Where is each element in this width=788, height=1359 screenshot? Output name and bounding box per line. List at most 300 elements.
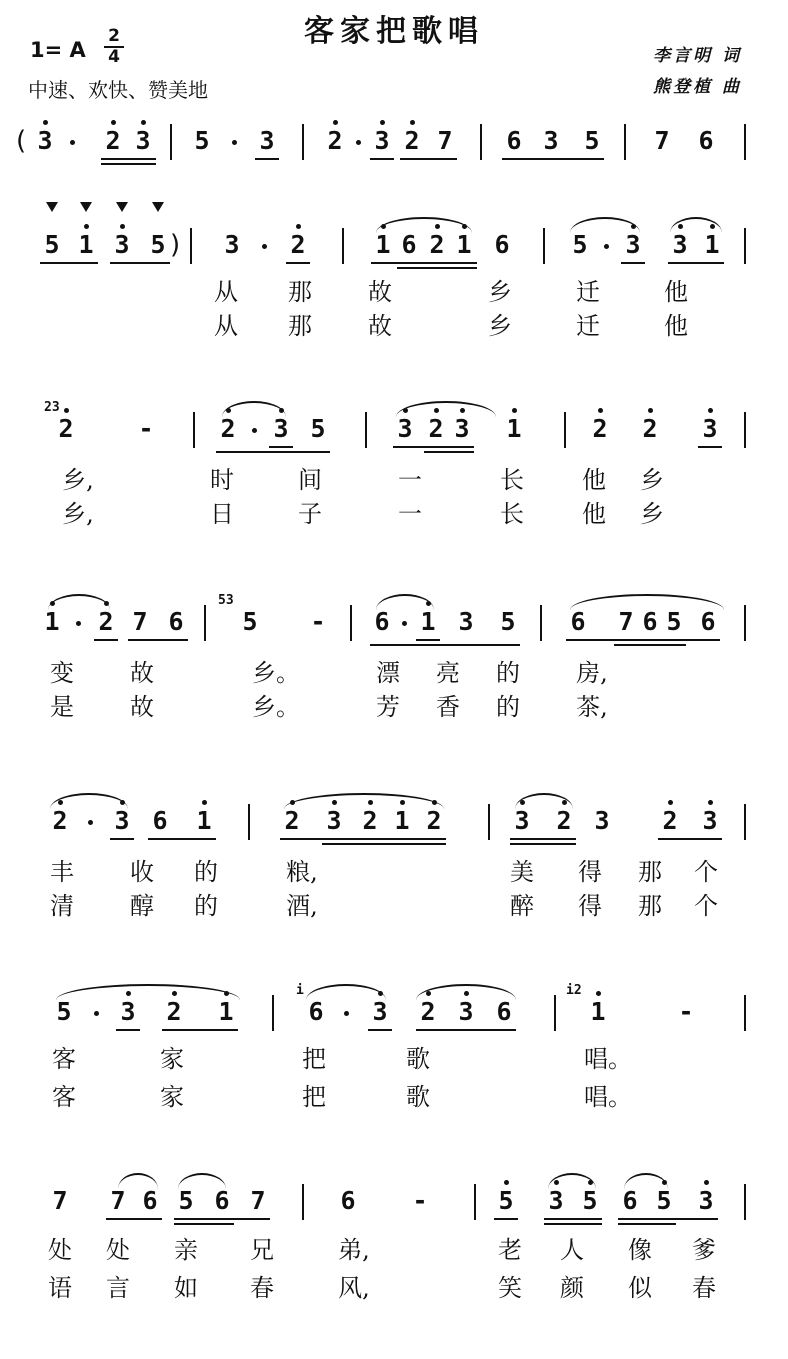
augmentation-dot (232, 140, 237, 145)
upper-dot (104, 601, 109, 606)
bar-line (488, 804, 490, 840)
lyric-verse-1: 乡, (62, 466, 94, 494)
upper-dot (460, 408, 465, 413)
note: 2 (98, 607, 114, 636)
note: 3 (374, 126, 390, 155)
upper-dot (224, 991, 229, 996)
underline (269, 446, 293, 448)
upper-dot (333, 120, 338, 125)
upper-dot (598, 408, 603, 413)
lyric-verse-1: 漂 (376, 659, 400, 687)
lyric-verse-1: 迁 (576, 278, 600, 306)
system-4 (0, 593, 788, 747)
accent-mark (80, 202, 92, 212)
bar-line (302, 124, 304, 160)
lyric-verse-2: 故 (368, 312, 392, 340)
lyric-verse-2: 乡, (62, 500, 94, 528)
note: 2 (404, 126, 420, 155)
upper-dot (512, 408, 517, 413)
upper-dot (704, 1180, 709, 1185)
bar-line (248, 804, 250, 840)
lyric-verse-1: 时 (210, 466, 234, 494)
lyric-verse-2: 春 (692, 1274, 716, 1302)
lyric-verse-2: 那 (288, 312, 312, 340)
note: 1 (420, 607, 436, 636)
lyric-verse-2: 家 (160, 1083, 184, 1111)
lyric-verse-2: 乡 (488, 312, 512, 340)
note: 2 (662, 806, 678, 835)
grace-note: i (296, 983, 304, 998)
slur (56, 984, 240, 1000)
lyric-verse-2: 他 (582, 500, 606, 528)
song-title: 客家把歌唱 (304, 14, 484, 49)
bar-line (744, 124, 746, 160)
upper-dot (58, 800, 63, 805)
upper-dot (126, 991, 131, 996)
bar-line (342, 228, 344, 264)
underline (544, 1223, 602, 1225)
note: 2 (220, 414, 236, 443)
note: 3 (135, 126, 151, 155)
note: 2 (166, 997, 182, 1026)
lyric-verse-1: 粮, (286, 858, 318, 886)
underline (510, 843, 576, 845)
lyric-verse-2: 他 (664, 312, 688, 340)
tempo-marking: 中速、欢快、赞美地 (28, 78, 208, 102)
augmentation-dot (356, 140, 361, 145)
note: 1 (375, 230, 391, 259)
lyric-verse-2: 香 (436, 693, 460, 721)
note: 3 (672, 230, 688, 259)
note: 2 (284, 806, 300, 835)
lyric-verse-1: 乡 (488, 278, 512, 306)
underline (116, 1029, 140, 1031)
accent-mark (46, 202, 58, 212)
grace-note: 53 (218, 593, 234, 608)
lyric-verse-2: 歌 (406, 1083, 430, 1111)
note: 3 (543, 126, 559, 155)
grace-note: 23 (44, 400, 60, 415)
note: 2 (592, 414, 608, 443)
lyric-verse-2: 长 (500, 500, 524, 528)
underline (668, 262, 724, 264)
note: 3 (372, 997, 388, 1026)
underline (94, 639, 118, 641)
note: 6 (401, 230, 417, 259)
lyric-verse-2: 春 (250, 1274, 274, 1302)
lyric-verse-1: 变 (50, 659, 74, 687)
upper-dot (381, 224, 386, 229)
note: 5 (310, 414, 326, 443)
note: 3 (458, 997, 474, 1026)
lyric-verse-2: 故 (130, 693, 154, 721)
bar-line (540, 605, 542, 641)
note: 6 (700, 607, 716, 636)
underline (494, 1218, 518, 1220)
augmentation-dot (604, 244, 609, 249)
note: 3 (120, 997, 136, 1026)
note: 1 (590, 997, 606, 1026)
time-signature (104, 28, 124, 66)
bar-line (744, 228, 746, 264)
underline (424, 451, 474, 453)
note: 1 (44, 607, 60, 636)
note: 5 (56, 997, 72, 1026)
note: 2 (362, 806, 378, 835)
underline (400, 158, 457, 160)
note: 5 (242, 607, 258, 636)
underline (106, 1218, 162, 1220)
lyric-verse-2: 乡。 (252, 693, 300, 721)
underline (110, 262, 170, 264)
note: 7 (250, 1186, 266, 1215)
grace-note: i2 (566, 983, 582, 998)
bar-line (190, 228, 192, 264)
bar-line (365, 412, 367, 448)
note: 2 (290, 230, 306, 259)
upper-dot (520, 800, 525, 805)
underline (370, 158, 394, 160)
lyric-verse-1: 得 (578, 858, 602, 886)
lyric-verse-1: 人 (560, 1236, 584, 1264)
bar-line (564, 412, 566, 448)
lyric-verse-2: 迁 (576, 312, 600, 340)
lyric-verse-1: 那 (638, 858, 662, 886)
lyric-verse-2: 个 (694, 892, 718, 920)
lyric-verse-2: 笑 (498, 1274, 522, 1302)
bar-line (480, 124, 482, 160)
lyric-verse-1: 收 (130, 858, 154, 886)
upper-dot (648, 408, 653, 413)
lyric-verse-1: 老 (498, 1236, 522, 1264)
lyric-verse-1: 唱。 (584, 1045, 632, 1073)
note: 7 (618, 607, 634, 636)
bar-line (543, 228, 545, 264)
note: 5 (194, 126, 210, 155)
bar-line (204, 605, 206, 641)
lyric-verse-1: 客 (52, 1045, 76, 1073)
underline (370, 644, 520, 646)
underline (544, 1218, 602, 1220)
underline (174, 1218, 270, 1220)
note: 5 (500, 607, 516, 636)
bar-line (474, 1184, 476, 1220)
underline (614, 644, 686, 646)
lyric-verse-1: 那 (288, 278, 312, 306)
bar-line (744, 995, 746, 1031)
lyric-verse-1: 家 (160, 1045, 184, 1073)
note: 6 (142, 1186, 158, 1215)
dash: - (310, 607, 326, 636)
note: 5 (666, 607, 682, 636)
note: 3 (698, 1186, 714, 1215)
note: 6 (642, 607, 658, 636)
upper-dot (332, 800, 337, 805)
note: 7 (132, 607, 148, 636)
upper-dot (588, 1180, 593, 1185)
underline (280, 838, 446, 840)
note: 3 (224, 230, 240, 259)
augmentation-dot (262, 244, 267, 249)
underline (286, 262, 310, 264)
upper-dot (662, 1180, 667, 1185)
upper-dot (596, 991, 601, 996)
note: 1 (506, 414, 522, 443)
upper-dot (554, 1180, 559, 1185)
lyric-verse-2: 日 (210, 500, 234, 528)
upper-dot (400, 800, 405, 805)
note: 1 (218, 997, 234, 1026)
lyric-verse-2: 一 (398, 500, 422, 528)
note: 5 (498, 1186, 514, 1215)
lyric-verse-1: 丰 (50, 858, 74, 886)
note: 5 (584, 126, 600, 155)
upper-dot (435, 224, 440, 229)
bar-line (302, 1184, 304, 1220)
upper-dot (562, 800, 567, 805)
lyric-verse-2: 如 (174, 1274, 198, 1302)
underline (698, 446, 722, 448)
note: 3 (454, 414, 470, 443)
underline (618, 1223, 676, 1225)
underline (502, 158, 604, 160)
note: 6 (622, 1186, 638, 1215)
underline (618, 1218, 718, 1220)
lyric-verse-2: 醇 (130, 892, 154, 920)
underline (322, 843, 446, 845)
note: 2 (556, 806, 572, 835)
lyric-verse-2: 客 (52, 1083, 76, 1111)
dash: - (138, 414, 154, 443)
note: 1 (78, 230, 94, 259)
upper-dot (668, 800, 673, 805)
note: 6 (494, 230, 510, 259)
intro-close-paren: ) (170, 230, 181, 260)
note: 3 (259, 126, 275, 155)
upper-dot (434, 408, 439, 413)
lyric-verse-2: 那 (638, 892, 662, 920)
lyric-verse-1: 乡。 (252, 659, 300, 687)
upper-dot (50, 601, 55, 606)
upper-dot (296, 224, 301, 229)
lyric-verse-2: 风, (338, 1274, 370, 1302)
lyric-verse-1: 长 (500, 466, 524, 494)
upper-dot (378, 991, 383, 996)
bar-line (744, 605, 746, 641)
note: 2 (429, 230, 445, 259)
underline (397, 267, 477, 269)
note: 2 (426, 806, 442, 835)
note: 2 (52, 806, 68, 835)
lyric-verse-2: 从 (214, 312, 238, 340)
lyric-verse-2: 子 (298, 500, 322, 528)
note: 1 (456, 230, 472, 259)
augmentation-dot (252, 428, 257, 433)
underline (110, 838, 134, 840)
note: 2 (428, 414, 444, 443)
upper-dot (403, 408, 408, 413)
underline (128, 639, 188, 641)
composer-credit: 熊登植 曲 (653, 77, 742, 97)
lyric-verse-2: 的 (194, 892, 218, 920)
system-3 (0, 400, 788, 554)
note: 1 (704, 230, 720, 259)
lyric-verse-1: 弟, (338, 1236, 370, 1264)
lyric-verse-1: 歌 (406, 1045, 430, 1073)
underline (371, 262, 477, 264)
upper-dot (410, 120, 415, 125)
upper-dot (710, 224, 715, 229)
note: 7 (437, 126, 453, 155)
note: 3 (702, 414, 718, 443)
augmentation-dot (70, 140, 75, 145)
note: 5 (150, 230, 166, 259)
lyric-verse-2: 乡 (640, 500, 664, 528)
lyric-verse-1: 个 (694, 858, 718, 886)
lyric-verse-2: 的 (496, 693, 520, 721)
note: 2 (58, 414, 74, 443)
note: 3 (625, 230, 641, 259)
lyric-verse-1: 他 (582, 466, 606, 494)
lyric-verse-2: 把 (302, 1083, 326, 1111)
lyric-verse-2: 得 (578, 892, 602, 920)
note: 3 (397, 414, 413, 443)
bar-line (272, 995, 274, 1031)
note: 3 (326, 806, 342, 835)
note: 7 (52, 1186, 68, 1215)
upper-dot (708, 408, 713, 413)
note: 7 (110, 1186, 126, 1215)
lyric-verse-1: 的 (194, 858, 218, 886)
note: 5 (178, 1186, 194, 1215)
bar-line (744, 412, 746, 448)
dash: - (678, 997, 694, 1026)
lyric-verse-1: 从 (214, 278, 238, 306)
underline (101, 158, 156, 160)
note: 3 (37, 126, 53, 155)
lyric-verse-2: 似 (628, 1274, 652, 1302)
upper-dot (202, 800, 207, 805)
note: 5 (572, 230, 588, 259)
underline (566, 639, 720, 641)
lyric-verse-2: 醉 (510, 892, 534, 920)
lyric-verse-1: 处 (106, 1236, 130, 1264)
note: 5 (582, 1186, 598, 1215)
lyric-verse-2: 茶, (576, 693, 608, 721)
system-6 (0, 983, 788, 1137)
underline (216, 451, 330, 453)
note: 6 (152, 806, 168, 835)
intro-open-paren: ( (16, 126, 27, 156)
bar-line (624, 124, 626, 160)
lyric-verse-1: 亮 (436, 659, 460, 687)
augmentation-dot (94, 1011, 99, 1016)
note: 3 (114, 806, 130, 835)
note: 3 (548, 1186, 564, 1215)
system-5 (0, 806, 788, 946)
lyric-verse-1: 间 (298, 466, 322, 494)
system-7 (0, 1186, 788, 1326)
note: 1 (196, 806, 212, 835)
upper-dot (462, 224, 467, 229)
upper-dot (64, 408, 69, 413)
lyric-verse-1: 美 (510, 858, 534, 886)
time-numerator: 2 (108, 26, 120, 46)
dash: - (412, 1186, 428, 1215)
lyric-verse-1: 故 (368, 278, 392, 306)
lyric-verse-2: 唱。 (584, 1083, 632, 1111)
note: 1 (394, 806, 410, 835)
upper-dot (678, 224, 683, 229)
note: 6 (168, 607, 184, 636)
note: 6 (308, 997, 324, 1026)
note: 6 (570, 607, 586, 636)
upper-dot (111, 120, 116, 125)
upper-dot (120, 224, 125, 229)
lyric-verse-1: 像 (628, 1236, 652, 1264)
lyric-verse-1: 他 (664, 278, 688, 306)
augmentation-dot (344, 1011, 349, 1016)
augmentation-dot (76, 621, 81, 626)
underline (658, 838, 722, 840)
lyric-verse-1: 故 (130, 659, 154, 687)
note: 3 (702, 806, 718, 835)
lyric-verse-2: 颜 (560, 1274, 584, 1302)
upper-dot (426, 991, 431, 996)
augmentation-dot (88, 820, 93, 825)
system-2 (0, 230, 788, 370)
bar-line (554, 995, 556, 1031)
accent-mark (116, 202, 128, 212)
note: 6 (496, 997, 512, 1026)
upper-dot (141, 120, 146, 125)
note: 3 (273, 414, 289, 443)
lyric-verse-1: 的 (496, 659, 520, 687)
note: 3 (514, 806, 530, 835)
underline (416, 639, 440, 641)
upper-dot (464, 991, 469, 996)
note: 3 (114, 230, 130, 259)
lyric-verse-2: 言 (106, 1274, 130, 1302)
upper-dot (290, 800, 295, 805)
upper-dot (426, 601, 431, 606)
upper-dot (84, 224, 89, 229)
lyric-verse-1: 乡 (640, 466, 664, 494)
lyric-verse-2: 是 (50, 693, 74, 721)
note: 2 (105, 126, 121, 155)
underline (148, 838, 216, 840)
upper-dot (631, 224, 636, 229)
lyric-verse-2: 芳 (376, 693, 400, 721)
note: 6 (698, 126, 714, 155)
key-signature: 1= A (30, 38, 86, 62)
note: 6 (506, 126, 522, 155)
lyric-verse-2: 清 (50, 892, 74, 920)
note: 3 (458, 607, 474, 636)
lyric-verse-1: 兄 (250, 1236, 274, 1264)
lyric-verse-1: 爹 (692, 1236, 716, 1264)
upper-dot (380, 120, 385, 125)
upper-dot (43, 120, 48, 125)
note: 2 (642, 414, 658, 443)
bar-line (350, 605, 352, 641)
note: 6 (374, 607, 390, 636)
upper-dot (172, 991, 177, 996)
underline (621, 262, 645, 264)
lyric-verse-1: 房, (576, 659, 608, 687)
note: 2 (327, 126, 343, 155)
underline (368, 1029, 392, 1031)
